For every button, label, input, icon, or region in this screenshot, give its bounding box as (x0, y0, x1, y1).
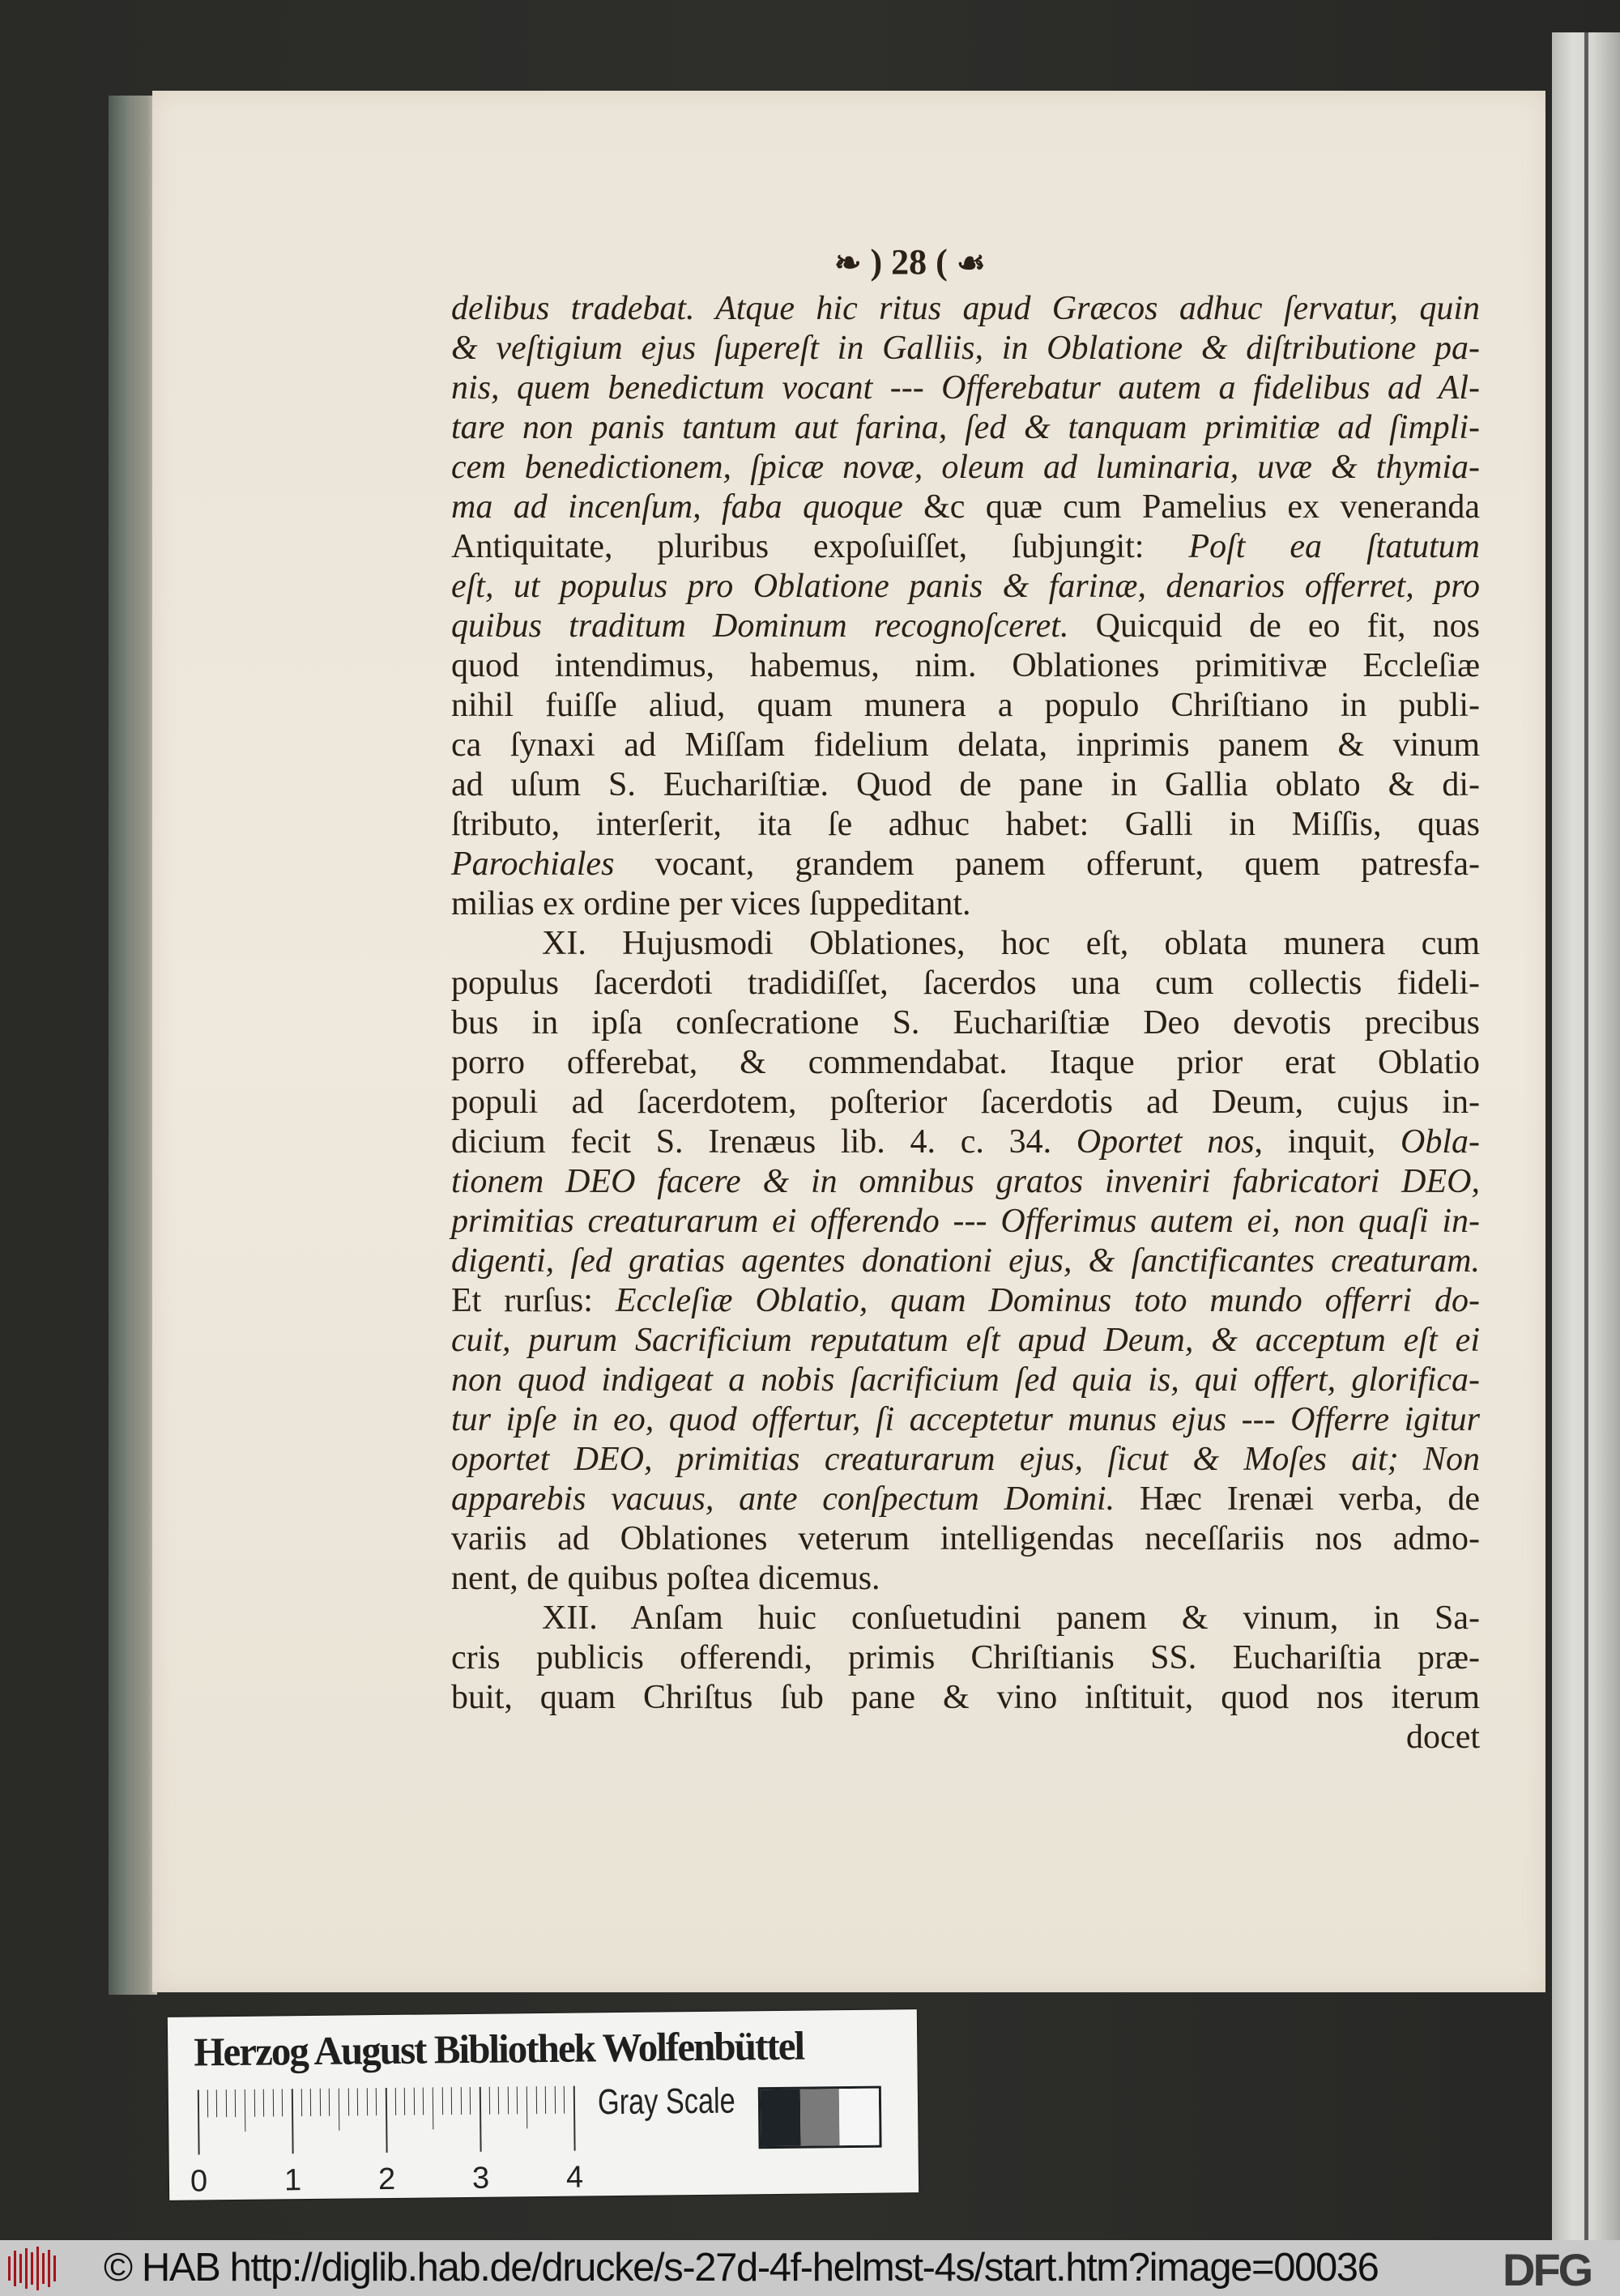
roman-text: Hæc Irenæi verba, de (1139, 1480, 1480, 1518)
copyright-url[interactable]: © HAB http://diglib.hab.de/drucke/s-27d-4f-helmst-4s/start.htm?image=00036 (104, 2246, 1379, 2290)
ruler-number: 0 (190, 2164, 208, 2199)
text-line (451, 805, 1480, 845)
logo-stripe (8, 2256, 11, 2281)
text-line (451, 1519, 1480, 1559)
footer-bar (0, 2240, 1620, 2296)
gray-swatch (799, 2089, 839, 2146)
ruler-tick (198, 2089, 200, 2154)
gray-swatch (839, 2089, 879, 2146)
roman-text: porro offerebat, & commendabat. Itaque prior erat Oblatio (451, 1044, 1480, 1081)
italic-text: Eccleſiæ Oblatio, quam Dominus toto mundo offerri do- (615, 1282, 1480, 1319)
ruler-number: 4 (565, 2160, 584, 2195)
ruler-tick (480, 2087, 482, 2152)
ruler-tick (545, 2086, 546, 2114)
text-line (451, 527, 1480, 567)
dfg-logo: DFG (1503, 2244, 1592, 2295)
text-line (451, 488, 1480, 527)
text-line (451, 408, 1480, 448)
text-line (451, 1242, 1480, 1281)
ruler-tick (404, 2088, 405, 2115)
text-line (451, 1003, 1480, 1043)
gray-scale-swatches (758, 2086, 882, 2149)
italic-text: quibus traditum Dominum recognoſceret. (451, 607, 1096, 645)
roman-text: ſtributo, interſerit, ita ſe adhuc habet: Galli in Miſſis, quas (451, 806, 1480, 843)
logo-stripe (19, 2254, 22, 2283)
roman-text: variis ad Oblationes veterum intelligendas neceſſariis nos admo- (451, 1520, 1480, 1557)
italic-text: ma ad incenſum, faba quoque (451, 488, 924, 526)
text-line (451, 1043, 1480, 1083)
ruler-tick (339, 2089, 340, 2131)
text-line (451, 1638, 1480, 1678)
roman-text: , inquit, (1254, 1123, 1400, 1161)
roman-text: Quicquid de eo fit, nos (1095, 607, 1480, 645)
italic-text: digenti, ſed gratias agentes donationi ejus, & ſanctificantes creaturam. (451, 1242, 1480, 1280)
page-header (834, 241, 986, 283)
italic-text: Parochiales (451, 846, 615, 883)
text-line (451, 765, 1480, 805)
italic-text: delibus tradebat. Atque hic ritus apud Græcos adhuc ſervatur, quin (451, 290, 1480, 327)
italic-text: Obla- (1400, 1123, 1480, 1161)
ruler-tick (263, 2089, 264, 2117)
italic-text: tur ipſe in eo, quod offertur, ſi acceptetur munus ejus --- Offerre igitur (451, 1401, 1480, 1438)
italic-text: Oportet nos (1076, 1123, 1255, 1161)
text-line (451, 646, 1480, 686)
italic-text: primitias creaturarum ei offerendo --- Offerimus autem ei, non quaſi in- (451, 1203, 1480, 1240)
text-line (451, 329, 1480, 368)
text-line (451, 726, 1480, 765)
ruler-tick (555, 2086, 556, 2114)
book-page-edges (109, 96, 157, 1995)
roman-text: Antiquitate, pluribus expoſuiſſet, ſubjungit: (451, 528, 1189, 565)
text-line (451, 1321, 1480, 1361)
roman-text: milias ex ordine per vices ſuppeditant. (451, 885, 971, 922)
ruler-tick (367, 2088, 368, 2115)
text-line (451, 884, 1480, 924)
page-number: ) 28 ( (870, 242, 948, 282)
ruler-tick (451, 2087, 452, 2115)
color-reference-card (168, 2009, 919, 2200)
ruler-tick (216, 2089, 217, 2117)
library-name: Herzog August Bibliothek Wolfenbüttel (193, 2022, 804, 2075)
ruler-tick (564, 2086, 565, 2114)
ruler-tick (273, 2089, 274, 2116)
ruler-tick (292, 2089, 294, 2153)
ruler-tick (245, 2089, 246, 2132)
text-line (451, 1083, 1480, 1122)
ruler-tick (488, 2087, 489, 2115)
text-line (451, 1440, 1480, 1480)
roman-text: populi ad ſacerdotem, poſterior ſacerdotis ad Deum, cujus in- (451, 1084, 1480, 1121)
italic-text: cem benedictionem, ſpicæ novæ, oleum ad luminaria, uvæ & thymia- (451, 449, 1480, 486)
ruler-tick (517, 2086, 518, 2114)
roman-text: nihil fuiſſe aliud, quam munera a populo Chriſtiano in publi- (451, 687, 1480, 724)
ruler-tick (573, 2086, 576, 2151)
gray-scale-label: Gray Scale (597, 2081, 735, 2123)
text-line (451, 1202, 1480, 1242)
text-line (451, 1281, 1480, 1321)
text-line (451, 1480, 1480, 1519)
italic-text: oportet DEO, primitias creaturarum ejus, ſicut & Moſes ait; Non (451, 1441, 1480, 1478)
italic-text: eſt, ut populus pro Oblatione panis & farinæ, denarios offerret, pro (451, 568, 1480, 605)
ruler-tick (386, 2088, 388, 2153)
roman-text: XI. Hujusmodi Oblationes, hoc eſt, oblata munera cum (542, 925, 1480, 962)
text-line (451, 1599, 1480, 1638)
roman-text: Et rurſus: (451, 1282, 616, 1319)
body-text (451, 289, 1480, 1757)
ornament-left-icon: ❧ (834, 245, 862, 281)
logo-stripe (25, 2248, 28, 2289)
ruler-number: 1 (284, 2163, 302, 2198)
italic-text: Poſt ea ſtatutum (1188, 528, 1480, 565)
ruler-tick (347, 2089, 348, 2116)
ornament-right-icon: ☙ (956, 245, 986, 281)
italic-text: tare non panis tantum aut farina, ſed & tanquam primitiæ ad ſimpli- (451, 409, 1480, 446)
text-line (451, 1361, 1480, 1400)
text-line (451, 1162, 1480, 1202)
catchword (451, 1718, 1480, 1757)
hab-logo-icon (8, 2247, 66, 2290)
roman-text: populus ſacerdoti tradidiſſet, ſacerdos una cum collectis fideli- (451, 965, 1480, 1002)
ruler-number: 2 (377, 2162, 396, 2197)
logo-stripe (48, 2250, 50, 2287)
ruler-tick (310, 2089, 311, 2116)
text-line (451, 448, 1480, 488)
gray-swatch (761, 2089, 800, 2147)
ruler-number: 3 (471, 2161, 490, 2196)
roman-text: ca ſynaxi ad Miſſam fidelium delata, inprimis panem & vinum (451, 726, 1480, 764)
roman-text: cris publicis offerendi, primis Chriſtianis SS. Euchariſtia præ- (451, 1639, 1480, 1676)
ruler-tick (282, 2089, 283, 2116)
roman-text: dicium fecit S. Irenæus lib. 4. c. 34. (451, 1123, 1076, 1161)
text-line (451, 686, 1480, 726)
ruler-tick (535, 2086, 536, 2114)
roman-text: nent, de quibus poſtea dicemus. (451, 1560, 880, 1597)
italic-text: apparebis vacuus, ante conſpectum Domini. (451, 1480, 1140, 1518)
roman-text: &c quæ cum Pamelius ex veneranda (923, 488, 1481, 526)
text-line (451, 1678, 1480, 1718)
text-line (451, 1400, 1480, 1440)
roman-text: vocant, grandem panem offerunt, quem patresfa- (614, 846, 1480, 883)
ruler-tick (433, 2087, 434, 2129)
ruler-tick (394, 2088, 395, 2115)
text-line (451, 368, 1480, 408)
ruler-tick (470, 2087, 471, 2115)
logo-stripe (42, 2253, 45, 2284)
ruler-tick (526, 2086, 528, 2128)
roman-text: ad uſum S. Euchariſtiæ. Quod de pane in Gallia oblato & di- (451, 766, 1480, 803)
roman-text: XII. Anſam huic conſuetudini panem & vinum, in Sa- (542, 1600, 1480, 1637)
roman-text: docet (1406, 1719, 1480, 1756)
logo-stripe (36, 2247, 39, 2290)
scale-ruler (190, 2086, 584, 2199)
ruler-tick (376, 2088, 377, 2115)
roman-text: buit, quam Chriſtus ſub pane & vino inſtituit, quod nos iterum (451, 1679, 1480, 1716)
ruler-tick (357, 2088, 358, 2115)
text-line (451, 924, 1480, 964)
text-line (451, 567, 1480, 607)
roman-text: quod intendimus, habemus, nim. Oblationes primitivæ Eccleſiæ (451, 647, 1480, 684)
text-line (451, 289, 1480, 329)
ruler-tick (498, 2087, 499, 2115)
logo-stripe (53, 2256, 56, 2281)
logo-stripe (31, 2252, 33, 2285)
ruler-tick (423, 2088, 424, 2115)
text-line (451, 1559, 1480, 1599)
text-line (451, 964, 1480, 1003)
logo-stripe (14, 2251, 16, 2286)
text-line (451, 607, 1480, 646)
ruler-tick (461, 2087, 462, 2115)
italic-text: & veſtigium ejus ſupereſt in Galliis, in Oblatione & diſtributione pa- (451, 330, 1480, 367)
ruler-tick (235, 2089, 236, 2117)
ruler-tick (320, 2089, 321, 2116)
ruler-tick (414, 2088, 415, 2115)
ruler-tick (441, 2087, 442, 2115)
ruler-tick (329, 2089, 330, 2116)
text-line (451, 845, 1480, 884)
italic-text: nis, quem benedictum vocant --- Offerebatur autem a fidelibus ad Al- (451, 369, 1480, 407)
roman-text: bus in ipſa conſecratione S. Euchariſtiæ Deo devotis precibus (451, 1004, 1480, 1042)
italic-text: tionem DEO facere & in omnibus gratos inveniri fabricatori DEO, (451, 1163, 1480, 1200)
text-line (451, 1122, 1480, 1162)
ruler-tick (226, 2089, 227, 2117)
adjacent-page-edge (1552, 32, 1620, 2240)
italic-text: cuit, purum Sacrificium reputatum eſt apud Deum, & acceptum eſt ei (451, 1322, 1480, 1359)
ruler-tick (508, 2086, 509, 2114)
italic-text: non quod indigeat a nobis ſacrificium ſed quia is, qui offert, glorifica- (451, 1361, 1480, 1399)
